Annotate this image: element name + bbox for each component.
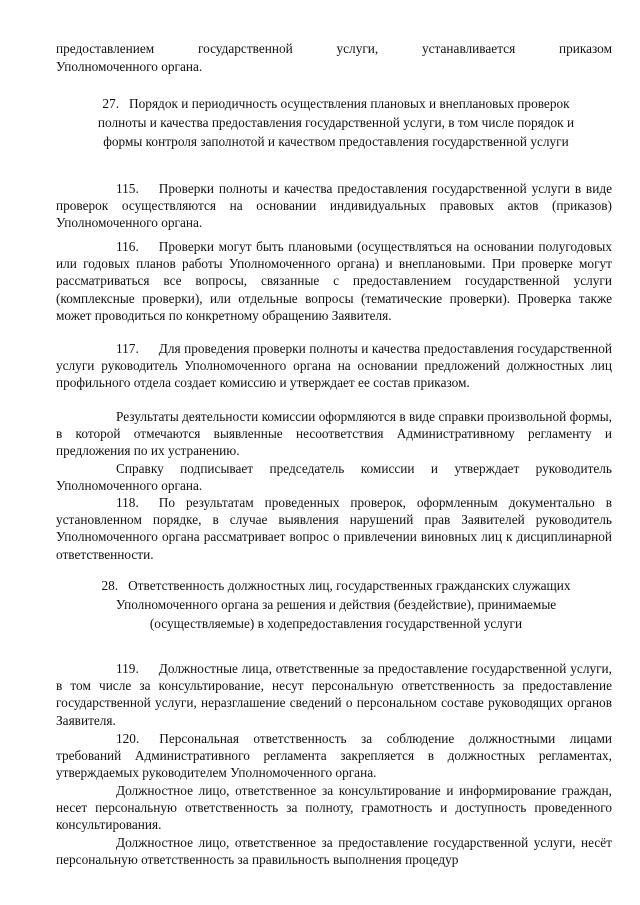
paragraph-117-text: Для проведения проверки полноты и качества предоставления государственной услуги руководитель Уполномоченного органа на основании предложений должностных лиц профильного отдела создает комиссию и утверждает ее состав приказом. [56,341,612,391]
section-27-number: 27. [102,96,120,111]
paragraph-117-signature: Справку подписывает председатель комиссии и утверждает руководитель Уполномоченного органа. [56,461,612,494]
section-28-heading [96,576,576,633]
paragraph-116-number: 116. [116,239,139,254]
paragraph-116 [56,238,612,324]
paragraph-118-text: По результатам проведенных проверок, оформленным документально в установленном порядке, в случае выявления нарушений прав Заявителей руководитель Уполномоченного органа рассматривает вопрос о привлечении виновных лиц к дисциплинарной ответственности. [56,495,612,562]
top-line-2: Уполномоченного органа. [56,59,203,74]
paragraph-117-number: 117. [116,341,139,356]
paragraph-120-number: 120. [116,731,140,746]
paragraph-119 [56,660,612,729]
paragraph-117-results: Результаты деятельности комиссии оформляются в виде справки произвольной формы, в которой отмечаются выявленные несоответствия Административному регламенту и предложения по их устранению. [56,409,612,459]
paragraph-120-procedures: Должностное лицо, ответственное за предоставление государственной услуги, несёт персональную ответственность за правильность выполнения процедур [56,835,612,868]
paragraph-119-number: 119. [116,661,139,676]
paragraph-115 [56,180,612,232]
paragraph-115-number: 115. [116,181,139,196]
section-28-title: Ответственность должностных лиц, государственных гражданских служащих Уполномоченного органа за решения и действия (бездействие), принимаемые (осуществляемые) в ходепредоставления государственной услуги [115,578,571,631]
paragraph-120 [56,730,612,782]
paragraph-118 [56,494,612,563]
top-line-1: предоставлением государственной услуги, устанавливается приказом [56,41,612,56]
paragraph-116-text: Проверки могут быть плановыми (осуществляться на основании полугодовых или годовых планов работы Уполномоченного органа) и внеплановыми. При проверке могут рассматриваться все вопросы, связанные с предоставлением государственной услуги (комплексные проверки), или отдельные вопросы (тематические проверки). Проверка также может проводиться по конкретному обращению Заявителя. [56,239,612,323]
paragraph-115-text: Проверки полноты и качества предоставления государственной услуги в виде проверок осуществляются на основании индивидуальных правовых актов (приказов) Уполномоченного органа. [56,181,612,231]
paragraph-119-text: Должностные лица, ответственные за предоставление государственной услуги, в том числе за консультирование, несут персональную ответственность за предоставление государственной услуги, неразглашение сведений о персональном составе руководящих органов Заявителя. [56,661,612,728]
paragraph-117 [56,340,612,392]
paragraph-118-number: 118. [116,495,139,510]
paragraph-120-consulting: Должностное лицо, ответственное за консультирование и информирование граждан, несет персональную ответственность за полноту, грамотность и доступность проведенного консультирования. [56,783,612,833]
section-28-number: 28. [101,578,119,593]
section-27-title: Порядок и периодичность осуществления плановых и внеплановых проверок полноты и качества предоставления государственной услуги, в том числе порядок и формы контроля заполнотой и качеством предоставления государственной услуги [97,96,575,149]
paragraph-120-text: Персональная ответственность за соблюдение должностными лицами требований Административного регламента закрепляется в должностных регламентах, утверждаемых руководителем Уполномоченного органа. [56,731,612,781]
section-27-heading [96,94,576,151]
